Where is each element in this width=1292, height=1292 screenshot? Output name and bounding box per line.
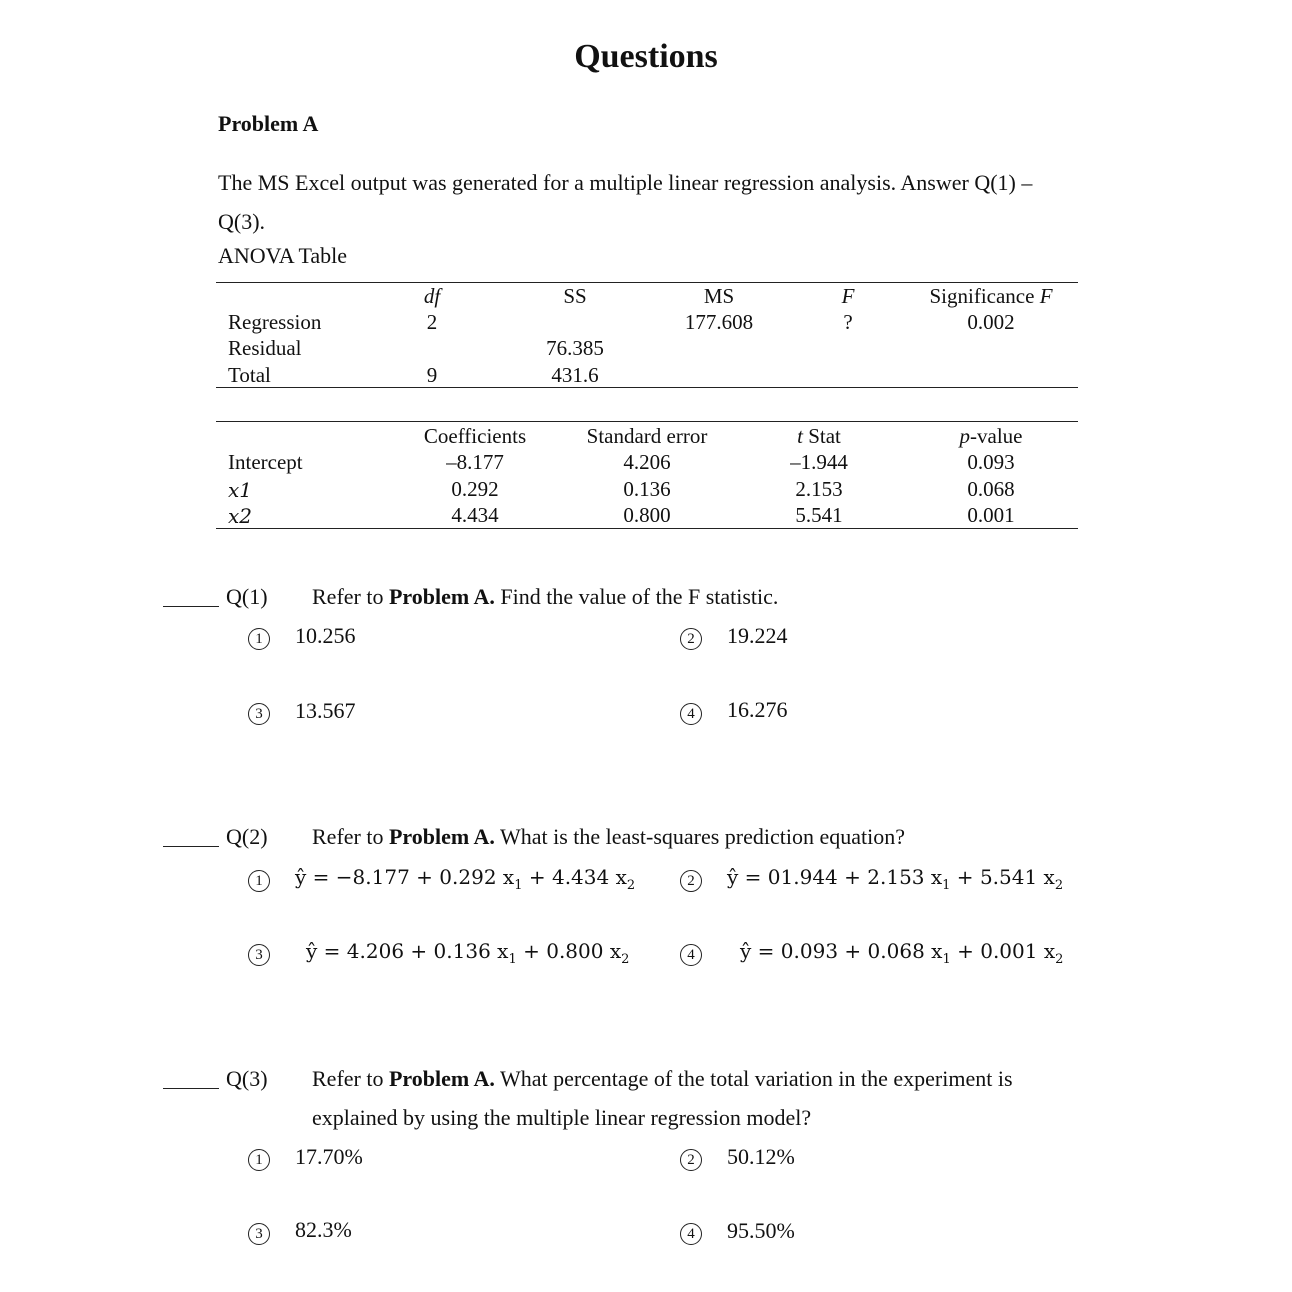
coef-cell-standard-error: 0.800 [623,503,671,527]
coef-cell-p-value: 0.001 [967,503,1015,527]
anova-header-ss: SS [563,284,587,308]
question-number: Q(3) [226,1066,268,1091]
coef-header-coefficients: Coefficients [423,424,527,448]
anova-row-label: Total [228,363,271,387]
option-1[interactable]: 17.70% [295,1144,363,1169]
option-1[interactable]: 10.256 [295,623,356,648]
coef-cell-t-stat: 5.541 [795,503,843,527]
coef-cell-t-stat: 2.153 [795,477,843,501]
answer-blank[interactable] [163,1088,219,1089]
option-marker: 2 [680,1149,702,1171]
anova-cell-significance: 0.002 [967,310,1015,334]
option-marker: 3 [248,1223,270,1245]
anova-cell-ms: 177.608 [684,310,754,334]
anova-bottom-rule [216,387,1078,388]
question-text: Refer to Problem A. What is the least-squares prediction equation? [312,824,906,849]
anova-cell-ss: 76.385 [546,336,604,360]
coef-header-p-value: p-value [959,424,1023,448]
option-4[interactable]: 95.50% [727,1218,795,1243]
option-3[interactable]: 13.567 [295,698,356,723]
answer-blank[interactable] [163,606,219,607]
coef-row-label: Intercept [228,450,303,474]
option-3[interactable]: ŷ = 4.206 + 0.136 $x_1 + 0.800$ $x_2$ [306,939,630,967]
coef-bottom-rule [216,528,1078,529]
coef-cell-coefficient: –8.177 [446,450,504,474]
coef-row-label: x2 [228,504,253,528]
question-text: Refer to Problem A. Find the value of the F statistic. [312,584,779,609]
coef-cell-standard-error: 4.206 [623,450,671,474]
option-marker: 3 [248,944,270,966]
option-marker: 2 [680,628,702,650]
problem-intro: The MS Excel output was generated for a multiple linear regression analysis. Answer Q(1) – Q(3). [218,170,1033,234]
problem-title: Problem A [218,111,319,136]
anova-cell-f: ? [843,310,853,334]
option-marker: 4 [680,1223,702,1245]
option-marker: 1 [248,870,270,892]
option-marker: 4 [680,703,702,725]
coef-header-t-stat: t Stat [797,424,841,448]
anova-header-f: F [841,284,855,308]
table-caption: ANOVA Table [218,243,348,268]
coef-cell-standard-error: 0.136 [623,477,671,501]
anova-top-rule [216,282,1078,283]
question-text: Refer to Problem A. What percentage of the total variation in the experiment is explained by using the multiple linear regression model? [312,1066,1013,1130]
coef-cell-coefficient: 0.292 [451,477,499,501]
option-1[interactable]: ŷ = −8.177 + 0.292 $x_1 + 4.434$ $x_2$ [295,865,636,893]
option-marker: 1 [248,628,270,650]
option-marker: 3 [248,703,270,725]
anova-cell-ss: 431.6 [551,363,599,387]
coef-cell-coefficient: 4.434 [451,503,499,527]
option-4[interactable]: 16.276 [727,697,788,722]
option-marker: 4 [680,944,702,966]
coef-row-label: x1 [228,478,253,502]
coef-top-rule [216,421,1078,422]
option-2[interactable]: 50.12% [727,1144,795,1169]
option-2[interactable]: 19.224 [727,623,788,648]
anova-row-label: Residual [228,336,302,360]
anova-header-ms: MS [703,284,735,308]
coef-cell-t-stat: –1.944 [790,450,848,474]
coef-cell-p-value: 0.093 [967,450,1015,474]
option-marker: 1 [248,1149,270,1171]
option-marker: 2 [680,870,702,892]
anova-header-significance: Significance F [929,284,1053,308]
option-3[interactable]: 82.3% [295,1217,352,1242]
anova-row-label: Regression [228,310,322,334]
question-number: Q(2) [226,824,268,849]
coef-cell-p-value: 0.068 [967,477,1015,501]
question-number: Q(1) [226,584,268,609]
coef-header-standard-error: Standard error [586,424,708,448]
option-4[interactable]: ŷ = 0.093 + 0.068 $x_1 + 0.001$ $x_2$ [740,939,1064,967]
anova-cell-df: 2 [426,310,438,334]
anova-cell-df: 9 [426,363,438,387]
option-2[interactable]: ŷ = 01.944 + 2.153 $x_1 + 5.541$ $x_2$ [727,865,1064,893]
page-title: Questions [574,38,718,75]
anova-header-df: df [423,284,441,308]
answer-blank[interactable] [163,846,219,847]
